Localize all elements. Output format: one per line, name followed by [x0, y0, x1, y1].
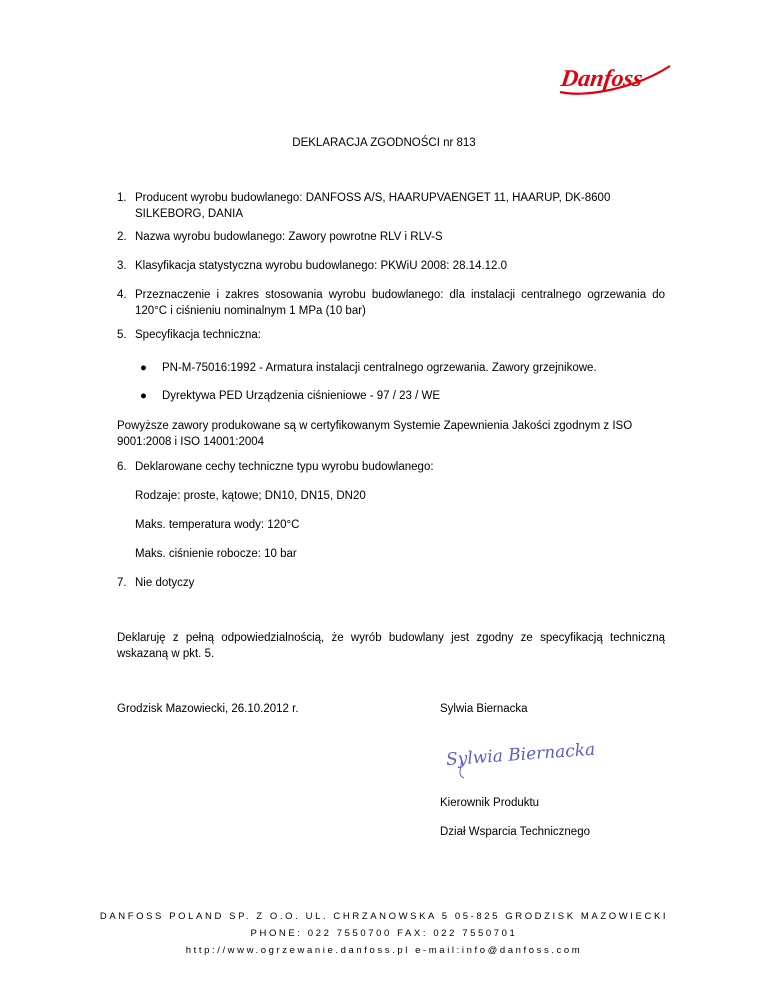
list-item: [117, 327, 665, 343]
item-number: 1.: [117, 192, 127, 204]
feature-line: Maks. ciśnienie robocze: 10 bar: [135, 548, 297, 560]
list-item: [117, 229, 665, 245]
svg-text:Danfoss: Danfoss: [559, 66, 645, 92]
signature-text: Sylwia Biernacka: [445, 739, 596, 771]
item-number: 4.: [117, 289, 127, 301]
item-number: 2.: [117, 231, 127, 243]
signatory-role: Kierownik Produktu: [440, 797, 540, 809]
danfoss-logo: [556, 58, 674, 100]
item-text: Deklarowane cechy techniczne typu wyrobu budowlanego:: [135, 461, 434, 473]
list-item: [117, 190, 665, 222]
item-text: Przeznaczenie i zakres stosowania wyrobu budowlanego: dla instalacji centralnego ogrzewania do 120°C i ciśnieniu nominalnym 1 MPa (10 bar): [135, 289, 665, 317]
list-item: [117, 258, 665, 274]
place-date: Grodzisk Mazowiecki, 26.10.2012 r.: [117, 703, 299, 715]
item-number: 6.: [117, 461, 127, 473]
footer-phone: PHONE: 022 7550700 FAX: 022 7550701: [250, 928, 518, 939]
signatory-department: Dział Wsparcia Technicznego: [440, 826, 590, 838]
list-item: [117, 287, 665, 319]
feature-line: Maks. temperatura wody: 120°C: [135, 519, 300, 531]
item-text: Specyfikacja techniczna:: [135, 329, 261, 341]
item-text: Producent wyrobu budowlanego: DANFOSS A/S, HAARUPVAENGET 11, HAARUP, DK-8600 SILKEBORG, DANIA: [135, 192, 611, 220]
certification-note: Powyższe zawory produkowane są w certyfikowanym Systemie Zapewnienia Jakości zgodnym z ISO 9001:2008 i ISO 14001:2004: [117, 420, 633, 448]
bullet-text: Dyrektywa PED Urządzenia ciśnieniowe - 97 / 23 / WE: [162, 390, 441, 402]
item-text: Klasyfikacja statystyczna wyrobu budowlanego: PKWiU 2008: 28.14.12.0: [135, 260, 508, 272]
item-number: 5.: [117, 329, 127, 341]
bullet-icon: ●: [140, 390, 147, 402]
handwritten-signature: [440, 730, 600, 780]
bullet-text: PN-M-75016:1992 - Armatura instalacji centralnego ogrzewania. Zawory grzejnikowe.: [162, 362, 597, 374]
feature-line: Rodzaje: proste, kątowe; DN10, DN15, DN20: [135, 490, 366, 502]
item-text: Nie dotyczy: [135, 577, 195, 589]
document-title: DEKLARACJA ZGODNOŚCI nr 813: [292, 137, 476, 149]
declaration-text: Deklaruję z pełną odpowiedzialnością, że wyrób budowlany jest zgodny ze specyfikacją techniczną wskazaną w pkt. 5.: [117, 632, 665, 660]
spec-bullet: [140, 388, 660, 404]
signatory-name: Sylwia Biernacka: [440, 703, 528, 715]
bullet-icon: ●: [140, 362, 147, 374]
footer-web: http://www.ogrzewanie.danfoss.pl e-mail:info@danfoss.com: [185, 945, 583, 956]
item-number: 3.: [117, 260, 127, 272]
item-number: 7.: [117, 577, 127, 589]
item-text: Nazwa wyrobu budowlanego: Zawory powrotne RLV i RLV-S: [135, 231, 443, 243]
list-item: [117, 575, 665, 591]
list-item: [117, 459, 665, 475]
spec-bullet: [140, 360, 660, 376]
footer-address: DANFOSS POLAND SP. Z O.O. UL. CHRZANOWSKA 5 05-825 GRODZISK MAZOWIECKI: [99, 911, 669, 922]
